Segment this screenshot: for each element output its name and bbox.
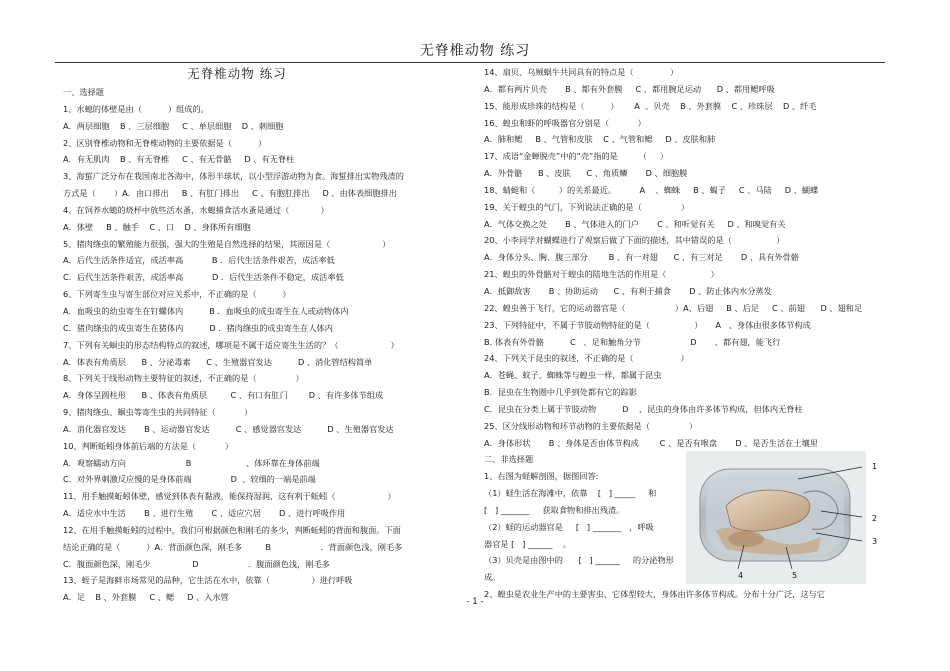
left-text-line: 方式是（ ）A．由口排出 B 、有肛门排出 C 、有胞肛排出 D 、由体表细胞排出 [63, 188, 397, 199]
right-text-line: （2）蛏的运动器官是 [ ] _______ ，呼吸 [484, 521, 654, 532]
left-text-line: 8、下列关于线形动物主要特征的叙述，不正确的是（ ） [63, 373, 304, 384]
razor-clam-image [686, 451, 866, 584]
right-text-line: 20、小李同学对蝴蝶进行了观察后做了下面的描述，其中错误的是（ ） [484, 235, 785, 246]
left-text-line: C．对外界刺激反应慢的是身体前端 D 、较细的一端是前端 [63, 474, 316, 485]
left-text-line: A．身体呈圆柱形 B 、体表有角质层 C 、有口有肛门 D 、有许多体节组成 [63, 390, 384, 401]
left-text-line: A．有无肌肉 B 、有无脊椎 C 、有无骨骼 D 、有无脊柱 [63, 154, 295, 165]
left-text-line: 1、水螅的体壁是由（ ）组成的。 [63, 103, 209, 114]
left-text-line: 结论正确的是（ ）A．背面颜色深，刚毛多 B ．背面颜色浅，刚毛多 [63, 541, 403, 552]
left-text-line: 5、猪肉绦虫的繁殖能力很强，强大的生殖是自然选择的结果，其原因是（ ） [63, 238, 391, 249]
left-text-line: 13、蛭子是海鲜市场常见的品种，它生活在水中，依靠（ ）进行呼吸 [63, 575, 353, 586]
left-column [63, 64, 471, 606]
right-text-line: 14、扇贝、乌贼蜗牛共同具有的特点是（ ） [484, 67, 679, 77]
left-text-line: 一、选择题 [63, 87, 104, 97]
right-text-line: 成。 [484, 572, 501, 583]
right-text-line: A．身体形状 B 、身体是否由体节构成 C 、是否有喉盘 D 、是否生活在土壤里 [484, 437, 818, 448]
figure-label-1: 1 [872, 462, 878, 471]
right-text-line: B. 体表有外骨骼 C 、足和触角分节 D 、都有翅，能飞行 [484, 336, 781, 347]
left-text-line: 2、区别脊椎动物和无脊椎动物的主要依据是（ ） [63, 137, 267, 148]
right-text-line: 18、蜻蜓和（ ）的关系最近。 A 、蜘蛛 B 、蝎子 C 、马陆 D 、蝴蝶 [484, 184, 819, 195]
left-text-line: C．猪肉绦虫的成虫寄生在猪体内 D ．猪肉绦虫的成虫寄生在人体内 [63, 322, 333, 333]
right-text-line: 器官是 [ ] ______ 。 [484, 538, 572, 549]
right-text-line: A．都有两片贝壳 B 、都有外套膜 C 、都用腕足运动 D 、都用鳃呼吸 [484, 83, 775, 94]
page-number: - 1 - [466, 597, 484, 607]
right-text-line: 1、右图为蛏解剖图，据图回答: [484, 471, 599, 482]
right-text-line: 22、蝗虫善于飞行，它的运动器官是（ ）A、后翅 B 、后足 C 、前翅 D 、翅和足 [484, 302, 863, 313]
left-text-line: C．腹面颜色深，刚毛少 D ．腹面颜色浅，刚毛多 [63, 558, 330, 569]
right-text-line: A．苍蝇、蚊子、蜘蛛等与蝗虫一样，都属于昆虫 [484, 370, 662, 381]
razor-clam-anatomy-figure [686, 451, 878, 584]
right-text-line: A．抵御敌害 B 、协助运动 C 、有利于捕食 D 、防止体内水分蒸发 [484, 285, 772, 296]
right-text-line: （3）贝壳是由图中的 [ ] ______ 的分泌物形 [484, 555, 674, 566]
right-text-line: 2、蝗虫是农业生产中的主要害虫，它体型较大，身体由许多体节构成。分布十分广泛，这与它 [484, 589, 825, 600]
right-text-line: A．外骨骼 B 、皮肤 C 、角质鳞 D 、细胞膜 [484, 168, 688, 179]
right-text-line: A．气体交换之处 B 、气体进入的门户 C 、和听觉有关 D 、和嗅觉有关 [484, 218, 786, 229]
right-text-line: 17、成语“金蝉脱壳”中的“壳”指的是 （ ） [484, 151, 669, 162]
right-text-line: 24、下列关于昆虫的叙述，不正确的是（ ） [484, 353, 689, 364]
right-text-line: C．昆虫在分类上属于节肢动物 D 、昆虫的身体由许多体节构成，但体内无脊柱 [484, 403, 803, 414]
right-text-line: 16、蝗虫和虾的呼吸器官分别是（ ） [484, 117, 646, 128]
right-text-line: A．肺和鳃 B 、气管和皮肤 C 、气管和鳃 D 、皮肤和肺 [484, 134, 716, 145]
right-text-line: B．昆虫在生物圈中几乎到处都有它的踪影 [484, 387, 637, 398]
left-text-line: 10、判断蚯蚓身体前后端的方法是（ ） [63, 440, 234, 451]
left-text-line: 9、猪肉绦虫、蛔虫等寄生虫的共同特征（ ） [63, 407, 253, 418]
left-text-line: A．体表有角质层 B 、分泌毒素 C 、生殖器官发达 D 、消化管结构简单 [63, 356, 373, 367]
left-text-line: A．适应水中生活 B 、进行生殖 C 、适应穴居 D 、进行呼吸作用 [63, 508, 346, 519]
left-text-line: A．观察蠕动方向 B 、体环靠在身体前端 [63, 457, 320, 468]
left-text-line: C．后代生活条件艰苦，成活率高 D ．后代生活条件不稳定，成活率低 [63, 272, 344, 283]
right-text-line: A．身体分头、胸、腹三部分 B 、有一对翅 C 、有三对足 D 、具有外骨骼 [484, 252, 799, 263]
figure-label-4: 4 [738, 571, 744, 580]
left-text-line: 4、在饲养水螅的烧杯中放些活水蚤，水螅捕食活水蚤是通过（ ） [63, 204, 329, 215]
left-text-line: A．两层细胞 B 、三层细胞 C 、单层细胞 D 、刺细胞 [63, 120, 284, 131]
right-text-line: 15、能形成珍珠的结构是（ ） A 、贝壳 B 、外套膜 C 、珍珠层 D 、纤毛 [484, 100, 817, 111]
left-text-line: 3、海蜇广泛分布在我国南北各海中，体形半球状，以小型浮游动物为食。海蜇排出实物残渣的 [63, 171, 404, 182]
left-text-line: A．消化器官发达 B 、运动器官发达 C 、感觉器官发达 D 、生殖器官发达 [63, 423, 394, 434]
figure-label-3: 3 [872, 537, 878, 546]
right-text-line: 二、非选择题 [484, 454, 534, 465]
left-text-line: 11、用手触摸蚯蚓体壁，感觉到体表有黏液，能保持湿润，这有利于蚯蚓（ ） [63, 491, 396, 502]
right-text-line: 25、区分线形动物和环节动物的主要依据是（ ） [484, 420, 698, 431]
left-text-line: 12、在用手触摸蚯蚓的过程中，我们可根据颜色和刚毛的多少，判断蚯蚓的背面和腹面。下面 [63, 524, 401, 535]
right-text-line: （1）蛏生活在海滩中，依靠 [ ] _____ 和 [484, 488, 657, 499]
left-text-line: 6、下列寄生虫与寄生部位对应关系中，不正确的是（ ） [63, 289, 291, 300]
left-text-line: A．后代生活条件适宜，成活率高 B ．后代生活条件艰苦，成活率低 [63, 255, 335, 266]
figure-label-5: 5 [792, 571, 798, 580]
right-text-line: 21、蝗虫的外骨骼对于蝗虫的陆地生活的作用是（ ） [484, 269, 719, 280]
left-text-line: A．血吸虫的幼虫寄生在钉螺体内 B ．血吸虫的成虫寄生在人或动物体内 [63, 305, 349, 316]
left-text-line: A．体壁 B 、触手 C 、口 D 、身体所有细胞 [63, 221, 251, 232]
left-text-line: A．足 B 、外套膜 C 、鳃 D 、入水管 [63, 592, 229, 603]
page-header: 无脊椎动物 练习 [419, 43, 531, 59]
document-title: 无脊椎动物 练习 [187, 66, 287, 81]
figure-label-2: 2 [872, 514, 878, 523]
right-text-line: 19、关于蝗虫的气门，下列说法正确的是（ ） [484, 201, 690, 212]
left-text-line: 7、下列有关蛔虫的形态结构特点的叙述，哪项是不属于适应寄生生活的？（ ） [63, 339, 399, 350]
right-text-line: 23、下列特征中，不属于节肢动物特征的是（ ） A 、身体由很多体节构成 [484, 319, 811, 330]
right-text-line: [ ] _______ 获取食物和排出残渣。 [484, 504, 625, 515]
